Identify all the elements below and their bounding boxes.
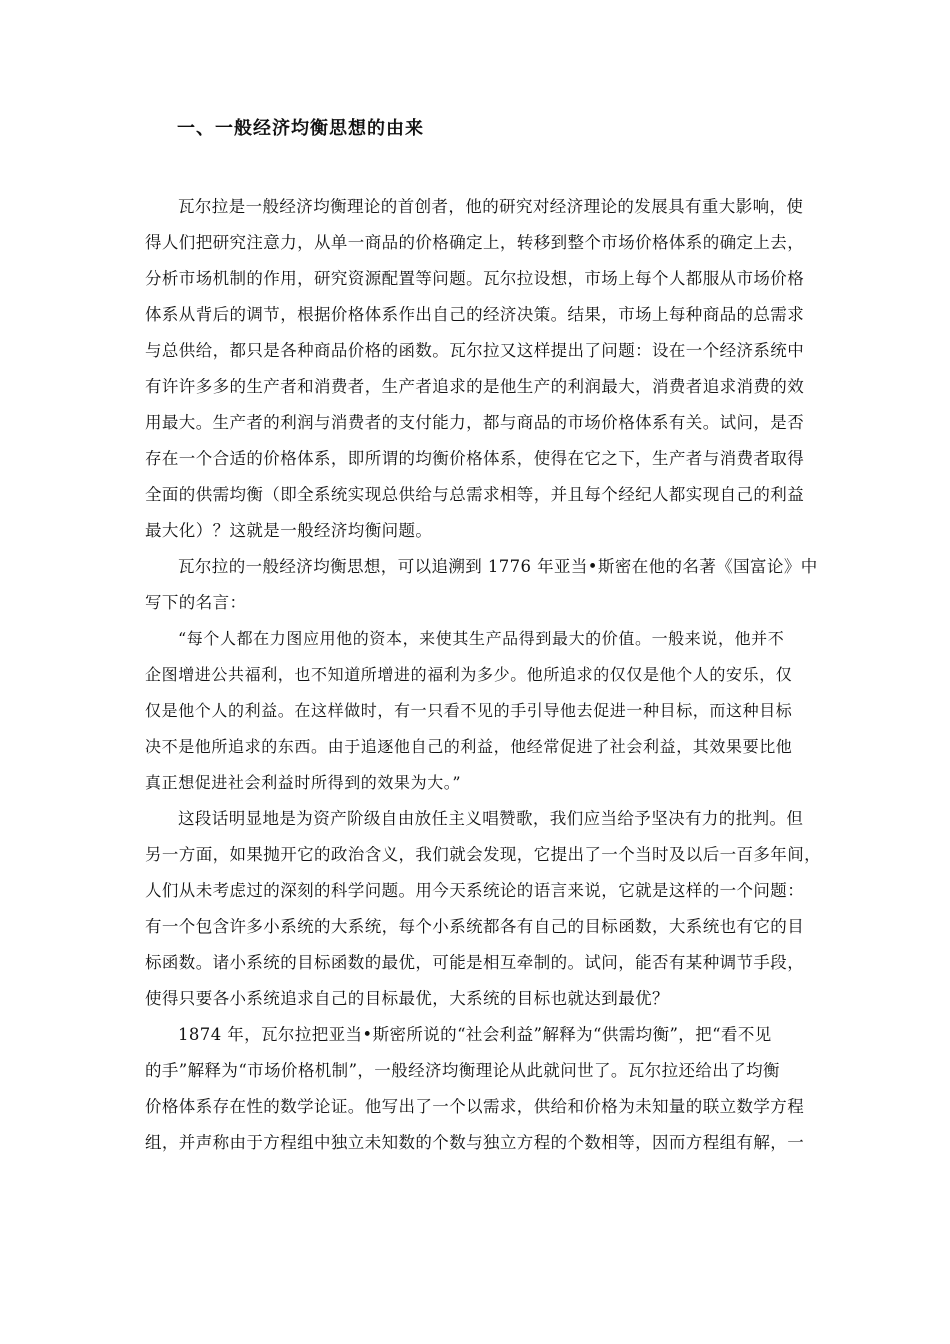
text-line: 有一个包含许多小系统的大系统，每个小系统都各有自己的目标函数，大系统也有它的目 bbox=[145, 917, 805, 936]
quote-line: 企图增进公共福利，也不知道所增进的福利为多少。他所追求的仅仅是他个人的安乐，仅 bbox=[145, 665, 793, 684]
text-line: 写下的名言： bbox=[145, 593, 247, 612]
text-line: 存在一个合适的价格体系，即所谓的均衡价格体系，使得在它之下，生产者与消费者取得 bbox=[145, 449, 805, 468]
text-line: 分析市场机制的作用，研究资源配置等问题。瓦尔拉设想，市场上每个人都服从市场价格 bbox=[145, 269, 805, 288]
text-line: 组，并声称由于方程组中独立未知数的个数与独立方程的个数相等，因而方程组有解，一 bbox=[145, 1133, 805, 1152]
text-line: 1874 年，瓦尔拉把亚当•斯密所说的“社会利益”解释为“供需均衡”，把“看不见 bbox=[178, 1025, 772, 1044]
text-line: 与总供给，都只是各种商品价格的函数。瓦尔拉又这样提出了问题：设在一个经济系统中 bbox=[145, 341, 805, 360]
text-line: 瓦尔拉是一般经济均衡理论的首创者，他的研究对经济理论的发展具有重大影响，使 bbox=[178, 197, 804, 216]
paragraph-walras-intro bbox=[145, 189, 805, 549]
text-line: 另一方面，如果抛开它的政治含义，我们就会发现，它提出了一个当时及以后一百多年间， bbox=[145, 845, 821, 864]
quote-line: 仅是他个人的利益。在这样做时，有一只看不见的手引导他去促进一种目标，而这种目标 bbox=[145, 701, 793, 720]
text-line: 体系从背后的调节，根据价格体系作出自己的经济决策。结果，市场上每种商品的总需求 bbox=[145, 305, 805, 324]
text-line: 这段话明显地是为资产阶级自由放任主义唱赞歌，我们应当给予坚决有力的批判。但 bbox=[178, 809, 804, 828]
paragraph-1874-theory bbox=[145, 1017, 805, 1161]
quote-line: “每个人都在力图应用他的资本，来使其生产品得到最大的价值。一般来说，他并不 bbox=[178, 629, 785, 648]
text-line: 最大化）？这就是一般经济均衡问题。 bbox=[145, 521, 433, 540]
text-line: 的手”解释为“市场价格机制”，一般经济均衡理论从此就问世了。瓦尔拉还给出了均衡 bbox=[145, 1061, 780, 1080]
text-line: 用最大。生产者的利润与消费者的支付能力，都与商品的市场价格体系有关。试问，是否 bbox=[145, 413, 805, 432]
text-line: 标函数。诸小系统的目标函数的最优，可能是相互牵制的。试问，能否有某种调节手段， bbox=[145, 953, 805, 972]
text-line: 得人们把研究注意力，从单一商品的价格确定上，转移到整个市场价格体系的确定上去， bbox=[145, 233, 805, 252]
paragraph-systems-view bbox=[145, 801, 821, 1017]
text-line: 价格体系存在性的数学论证。他写出了一个以需求，供给和价格为未知量的联立数学方程 bbox=[145, 1097, 805, 1116]
quote-line: 决不是他所追求的东西。由于追逐他自己的利益，他经常促进了社会利益，其效果要比他 bbox=[145, 737, 793, 756]
quote-line: 真正想促进社会利益时所得到的效果为大。” bbox=[145, 773, 462, 792]
section-heading: 一、一般经济均衡思想的由来 bbox=[177, 118, 424, 139]
text-line: 有许许多多的生产者和消费者，生产者追求的是他生产的利润最大，消费者追求消费的效 bbox=[145, 377, 805, 396]
text-line: 瓦尔拉的一般经济均衡思想，可以追溯到 1776 年亚当•斯密在他的名著《国富论》中 bbox=[178, 557, 818, 576]
text-line: 人们从未考虑过的深刻的科学问题。用今天系统论的语言来说，它就是这样的一个问题： bbox=[145, 881, 805, 900]
paragraph-smith-quotation bbox=[145, 621, 805, 801]
body-text bbox=[145, 189, 821, 1161]
text-line: 全面的供需均衡（即全系统实现总供给与总需求相等，并且每个经纪人都实现自己的利益 bbox=[145, 485, 805, 504]
paragraph-adam-smith-origin bbox=[145, 549, 818, 621]
text-line: 使得只要各小系统追求自己的目标最优，大系统的目标也就达到最优？ bbox=[145, 989, 669, 1008]
